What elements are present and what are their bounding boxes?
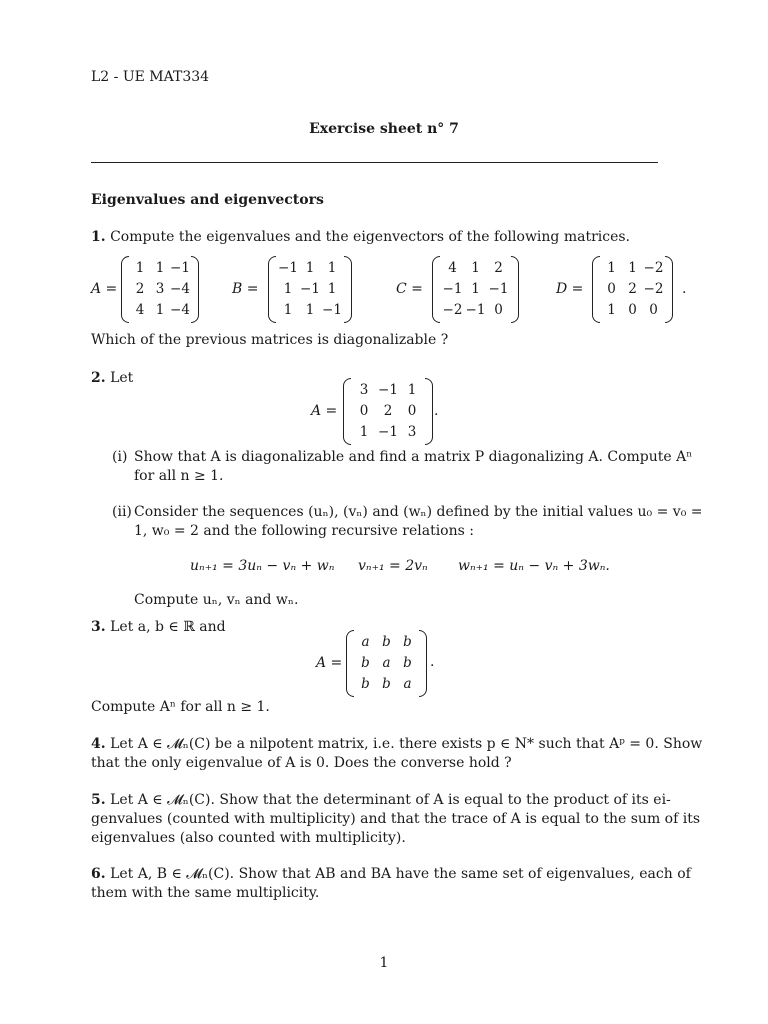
- left-parenthesis: [432, 256, 440, 323]
- exercise-2-part-ii-label: (ii): [112, 504, 132, 520]
- left-parenthesis: [268, 256, 276, 323]
- matrix-cell: −2: [643, 260, 664, 276]
- exercise-6-line2: them with the same multiplicity.: [91, 885, 320, 901]
- matrix-cell: 4: [448, 260, 457, 276]
- matrix-cell: 1: [471, 281, 480, 297]
- matrix-cell: 0: [407, 403, 417, 419]
- exercise-4-number: 4.: [91, 736, 106, 752]
- exercise-4-line1: [91, 737, 702, 751]
- matrix-cell: b: [361, 676, 370, 692]
- matrix-cell: b: [361, 655, 370, 671]
- matrix-cell: 0: [359, 403, 369, 419]
- exercise-4-text: Let A ∈ 𝓜ₙ(C) be a nilpotent matrix, i.e. there exists p ∈ N* such that Aᵖ = 0. Show: [110, 736, 703, 752]
- exercise-6-text: Let A, B ∈ 𝓜ₙ(C). Show that AB and BA have the same set of eigenvalues, each of: [110, 866, 691, 882]
- exercise-2-number: 2.: [91, 370, 106, 386]
- matrix-cell: 0: [649, 302, 658, 318]
- matrix-cell: 3: [407, 424, 417, 440]
- matrix-cell: 3: [359, 382, 369, 398]
- exercise-2-part-ii-line2: 1, w₀ = 2 and the following recursive relations :: [134, 523, 474, 539]
- matrix-body: [432, 258, 519, 321]
- matrix-cell: 2: [494, 260, 503, 276]
- left-parenthesis: [592, 256, 600, 323]
- page-number: 1: [379, 955, 389, 971]
- matrix-cell: a: [382, 655, 391, 671]
- matrix-cell: −1: [488, 281, 509, 297]
- exercise-3-text: Let a, b ∈ ℝ and: [110, 619, 226, 635]
- exercise-2-period: .: [434, 403, 439, 419]
- right-parenthesis: [191, 256, 199, 323]
- matrix-cell: a: [361, 634, 370, 650]
- matrix-body: [346, 632, 427, 695]
- title-divider: [91, 162, 658, 163]
- exercise-2-part-ii-line1: Consider the sequences (uₙ), (vₙ) and (wₙ) defined by the initial values u₀ = v₀ =: [134, 504, 703, 520]
- matrix-cell: −1: [278, 260, 298, 276]
- matrix-cell: −1: [322, 302, 342, 318]
- matrix-cell: 1: [283, 302, 293, 318]
- exercise-5-number: 5.: [91, 792, 106, 808]
- left-parenthesis: [343, 378, 351, 445]
- exercise-1-period: .: [682, 281, 687, 297]
- matrix-cell: 0: [494, 302, 503, 318]
- exercise-1-statement: [91, 230, 630, 244]
- left-parenthesis: [121, 256, 129, 323]
- matrix-label: A =: [311, 403, 338, 419]
- right-parenthesis: [425, 378, 433, 445]
- relation-w: wₙ₊₁ = uₙ − vₙ + 3wₙ.: [458, 558, 610, 574]
- matrix-cell: −4: [170, 281, 190, 297]
- exercise-1-text: Compute the eigenvalues and the eigenvectors of the following matrices.: [110, 229, 631, 245]
- exercise-3-compute: Compute Aⁿ for all n ≥ 1.: [91, 699, 270, 715]
- exercise-2-part-i-line2: for all n ≥ 1.: [134, 468, 224, 484]
- matrix-cell: −1: [300, 281, 320, 297]
- matrix-cell: a: [403, 676, 412, 692]
- matrix-cell: 3: [155, 281, 165, 297]
- exercise-1-question: Which of the previous matrices is diagonalizable ?: [91, 332, 449, 348]
- matrix-label: A =: [91, 281, 118, 297]
- exercise-6-line1: [91, 867, 691, 881]
- right-parenthesis: [665, 256, 673, 323]
- matrix-cell: 2: [628, 281, 637, 297]
- exercise-1-number: 1.: [91, 229, 106, 245]
- matrix-body: [343, 380, 433, 443]
- matrix-cell: −2: [442, 302, 463, 318]
- matrix-cell: −4: [170, 302, 190, 318]
- matrix-label: C =: [396, 281, 423, 297]
- right-parenthesis: [419, 630, 427, 697]
- matrix-cell: 1: [305, 260, 315, 276]
- course-code: L2 - UE MAT334: [91, 69, 210, 85]
- exercise-2-part-i-label: (i): [112, 449, 128, 465]
- matrix-cell: 2: [383, 403, 393, 419]
- matrix-body: [121, 258, 199, 321]
- matrix-cell: 1: [283, 281, 293, 297]
- exercise-6-number: 6.: [91, 866, 106, 882]
- exercise-3-number: 3.: [91, 619, 106, 635]
- right-parenthesis: [511, 256, 519, 323]
- matrix-cell: 1: [305, 302, 315, 318]
- right-parenthesis: [344, 256, 352, 323]
- matrix-cell: 1: [607, 260, 616, 276]
- matrix-cell: 1: [471, 260, 480, 276]
- matrix-cell: 1: [155, 302, 165, 318]
- matrix-cell: 1: [359, 424, 369, 440]
- matrix-cell: −1: [465, 302, 486, 318]
- matrix-cell: b: [403, 655, 412, 671]
- section-title: Eigenvalues and eigenvectors: [91, 192, 324, 208]
- matrix-cell: 1: [155, 260, 165, 276]
- exercise-3-period: .: [430, 654, 435, 670]
- matrix-cell: 2: [135, 281, 145, 297]
- matrix-label: A =: [316, 655, 343, 671]
- matrix-cell: 1: [327, 260, 337, 276]
- exercise-3-statement: [91, 620, 226, 634]
- exercise-2-compute: Compute uₙ, vₙ and wₙ.: [134, 592, 299, 608]
- sheet-title: Exercise sheet n° 7: [309, 121, 459, 137]
- matrix-cell: 0: [628, 302, 637, 318]
- matrix-cell: b: [382, 676, 391, 692]
- exercise-4-line2: that the only eigenvalue of A is 0. Does the converse hold ?: [91, 755, 512, 771]
- exercise-5-line1: [91, 793, 671, 807]
- matrix-cell: −1: [170, 260, 190, 276]
- matrix-cell: 1: [407, 382, 417, 398]
- relation-u: uₙ₊₁ = 3uₙ − vₙ + wₙ: [190, 558, 335, 574]
- matrix-cell: b: [382, 634, 391, 650]
- exercise-5-line2: genvalues (counted with multiplicity) and that the trace of A is equal to the sum of its: [91, 811, 701, 827]
- matrix-body: [268, 258, 352, 321]
- matrix-cell: −2: [643, 281, 664, 297]
- exercise-2-part-i-line1: Show that A is diagonalizable and find a matrix P diagonalizing A. Compute Aⁿ: [134, 449, 693, 465]
- matrix-body: [592, 258, 673, 321]
- matrix-cell: 1: [628, 260, 637, 276]
- exercise-2-statement: [91, 371, 133, 385]
- exercise-2-text: Let: [110, 370, 134, 386]
- matrix-cell: 1: [135, 260, 145, 276]
- matrix-cell: 4: [135, 302, 145, 318]
- left-parenthesis: [346, 630, 354, 697]
- relation-v: vₙ₊₁ = 2vₙ: [358, 558, 428, 574]
- matrix-cell: −1: [378, 424, 398, 440]
- matrix-cell: 1: [327, 281, 337, 297]
- matrix-cell: b: [403, 634, 412, 650]
- exercise-5-line3: eigenvalues (also counted with multiplicity).: [91, 830, 406, 846]
- matrix-cell: 1: [607, 302, 616, 318]
- matrix-label: B =: [232, 281, 259, 297]
- matrix-cell: 0: [607, 281, 616, 297]
- matrix-cell: −1: [442, 281, 463, 297]
- matrix-label: D =: [556, 281, 584, 297]
- matrix-cell: −1: [378, 382, 398, 398]
- exercise-5-text: Let A ∈ 𝓜ₙ(C). Show that the determinant of A is equal to the product of its ei-: [110, 792, 671, 808]
